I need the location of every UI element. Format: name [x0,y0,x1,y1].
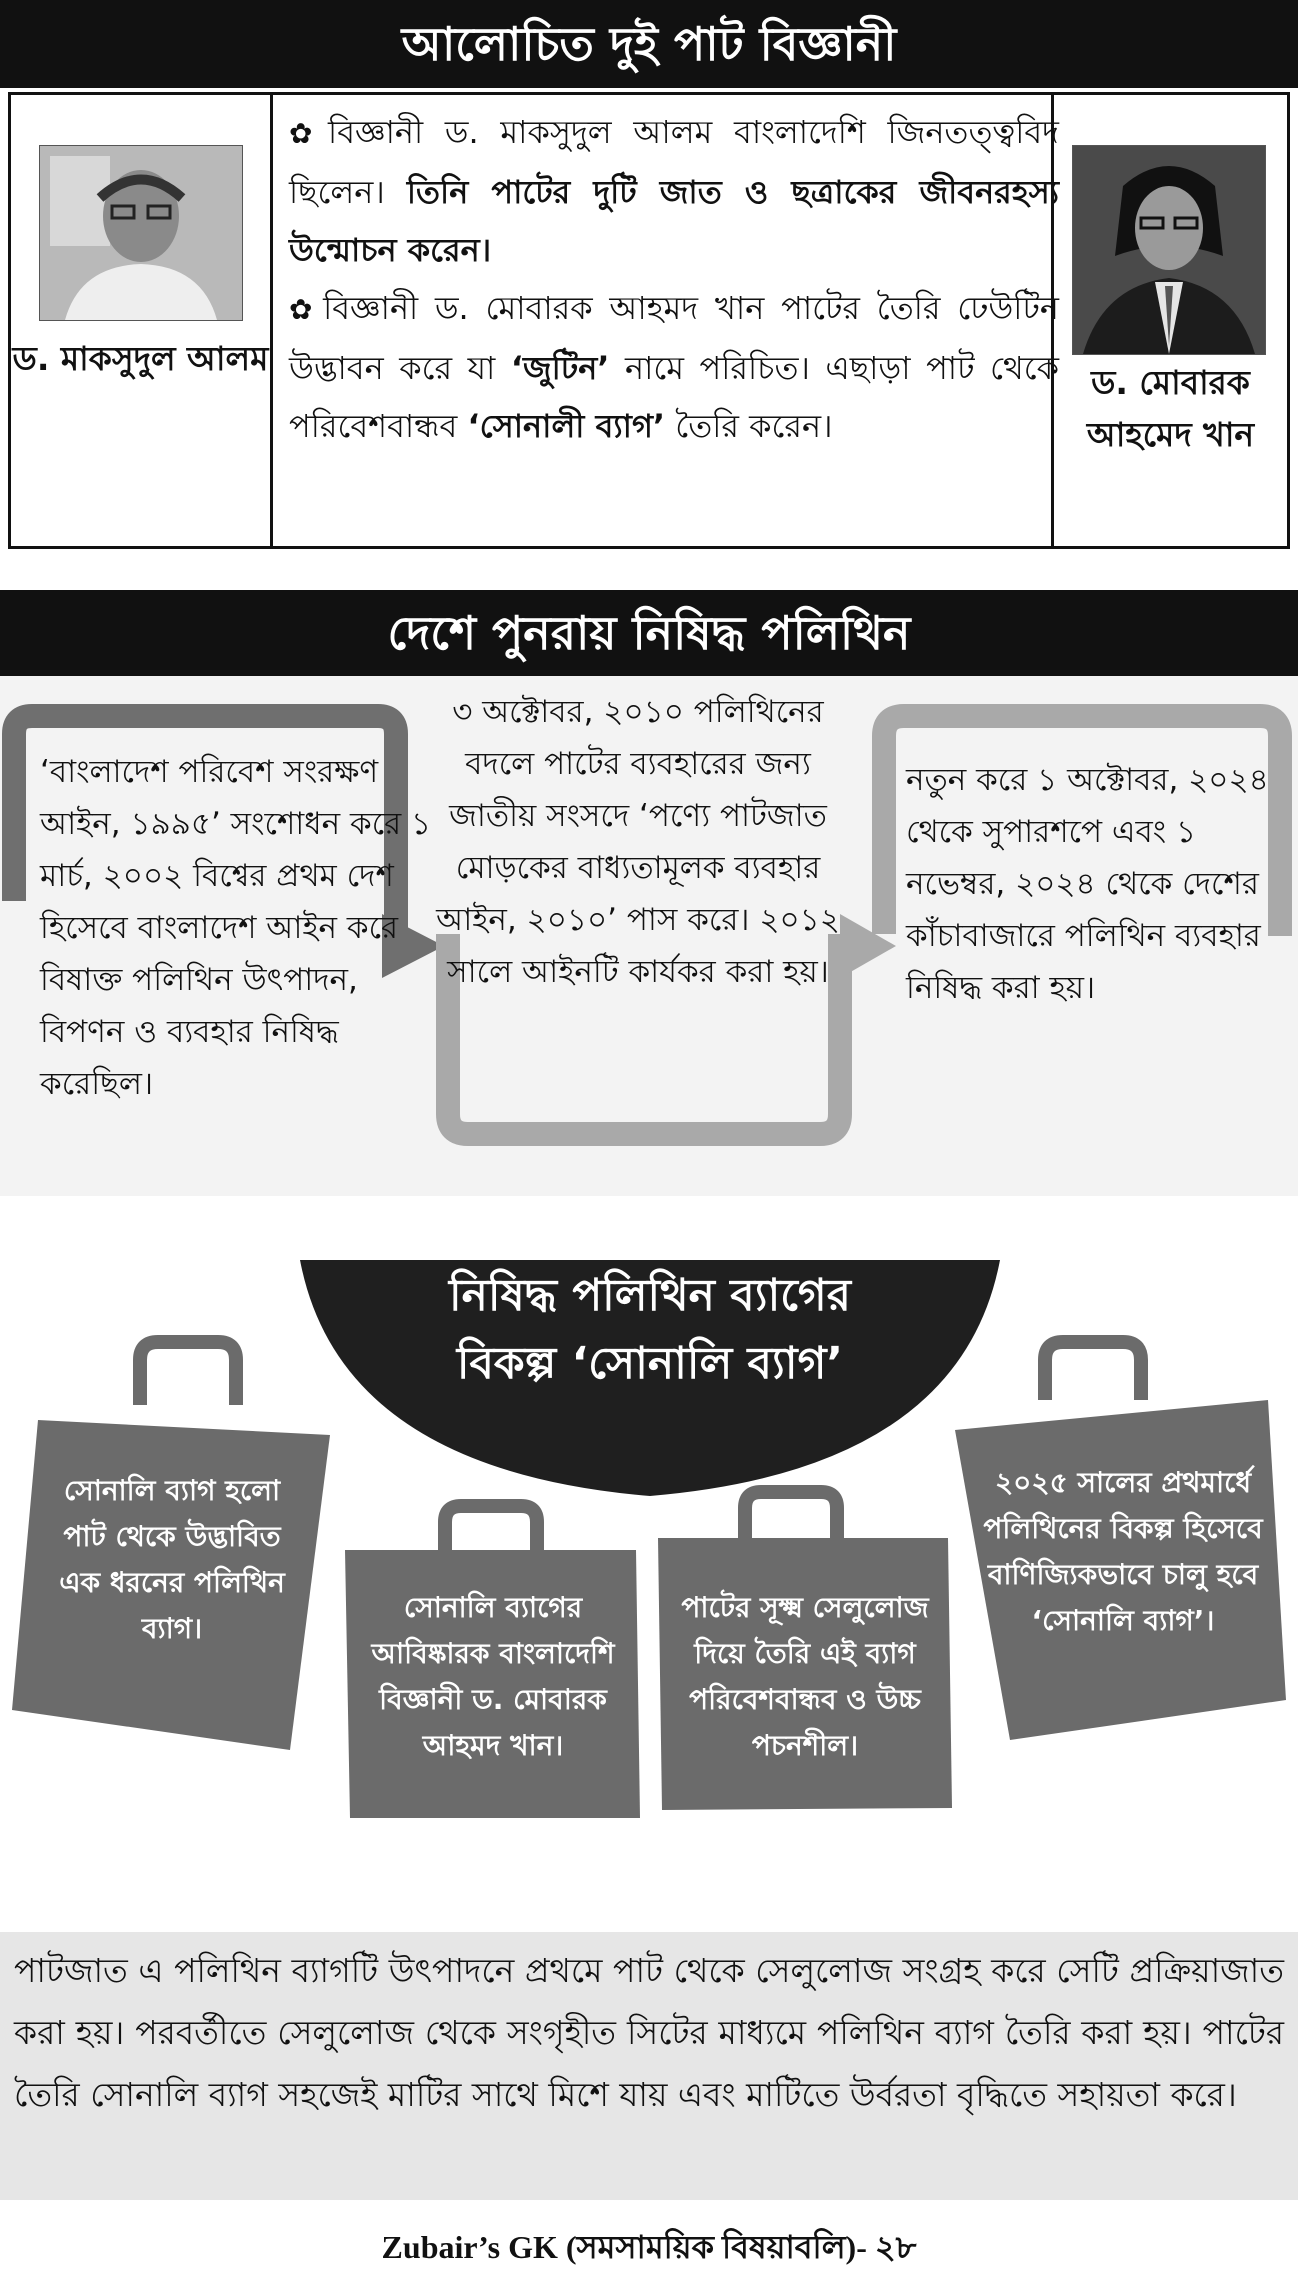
right-scientist-column [1051,95,1287,546]
bullet2-part-e: তৈরি করেন। [675,407,833,445]
timeline-step-1: ‘বাংলাদেশ পরিবেশ সংরক্ষণ আইন, ১৯৯৫’ সংশোধন করে ১ মার্চ, ২০০২ বিশ্বের প্রথম দেশ হিসেবে বাংলাদেশ আইন করে বিষাক্ত পলিথিন উৎপাদন, বিপণন ও ব্যবহার নিষিদ্ধ করেছিল। [40,754,432,1102]
bag-2-text: সোনালি ব্যাগের আবিষ্কারক বাংলাদেশি বিজ্ঞানী ড. মোবারক আহমদ খান। [371,1591,615,1762]
scientist-photo-maksudul [39,145,243,321]
bag-3-handle [745,1492,837,1544]
bullet1-plain: বিজ্ঞানী ড. মাকসুদুল আলম বাংলাদেশি জিনতত্ত্ববিদ ছিলেন। [289,113,1059,211]
bullet2-part-a: বিজ্ঞানী ড. মোবারক আহমদ খান পাটের তৈরি ঢেউটিন উদ্ভাবন করে যা [289,289,1059,387]
bullet1-bold: তিনি পাটের দুটি জাত ও ছত্রাকের জীবনরহস্য উন্মোচন করেন। [289,173,1059,269]
page-footer: Zubair’s GK (সমসাময়িক বিষয়াবলি)- ২৮ [381,2229,917,2265]
bag-1-text: সোনালি ব্যাগ হলো পাট থেকে উদ্ভাবিত এক ধরনের পলিথিন ব্যাগ। [59,1474,285,1645]
bullet2-part-c: নামে পরিচিত। এছাড়া পাট থেকে পরিবেশবান্ধব [289,349,1060,445]
bullet2-sonali-bag: ‘সোনালী ব্যাগ’ [467,407,666,445]
ban-timeline [0,676,1298,1196]
scientists-text [289,103,1059,455]
flower-bullet-icon: ✿ [289,117,325,150]
scientists-box [8,92,1290,549]
timeline-step-3: নতুন করে ১ অক্টোবর, ২০২৪ থেকে সুপারশপে এবং ১ নভেম্বর, ২০২৪ থেকে দেশের কাঁচাবাজারে পলিথিন ব্যবহার নিষিদ্ধ করা হয়। [906,762,1269,1006]
bag-1-handle [140,1342,236,1405]
bullet-mobarak [289,279,1059,455]
section-title-polythene-ban: দেশে পুনরায় নিষিদ্ধ পলিথিন [0,590,1298,676]
dome-title [320,1262,980,1398]
scientist-photo-mobarak [1072,145,1266,355]
left-scientist-column [11,95,273,546]
bullet-maksudul [289,103,1059,279]
left-caption: ড. মাকসুদুল আলম [12,339,269,378]
section-title-scientists: আলোচিত দুই পাট বিজ্ঞানী [0,0,1298,88]
dome-title-line-1: নিষিদ্ধ পলিথিন ব্যাগের [449,1270,851,1321]
flower-bullet-icon: ✿ [289,293,320,326]
right-caption: ড. মোবারক আহমেদ খান [1086,363,1255,454]
bag-4-handle [1045,1342,1141,1400]
bullet2-jutin: ‘জুটিন’ [510,349,610,387]
dome-title-line-2: বিকল্প ‘সোনালি ব্যাগ’ [456,1338,844,1389]
bag-4-text: ২০২৫ সালের প্রথমার্ধে পলিথিনের বিকল্প হিসেবে বাণিজ্যিকভাবে চালু হবে ‘সোনালি ব্যাগ’। [983,1466,1263,1637]
timeline-step-2: ৩ অক্টোবর, ২০১০ পলিথিনের বদলে পাটের ব্যবহারের জন্য জাতীয় সংসদে ‘পণ্যে পাটজাত মোড়কের বাধ্যতামূলক ব্যবহার আইন, ২০১০’ পাস করে। ২০১২ সালে আইনটি কার্যকর করা হয়। [436,694,840,990]
bag-3-text: পাটের সূক্ষ্ম সেলুলোজ দিয়ে তৈরি এই ব্যাগ পরিবেশবান্ধব ও উচ্চ পচনশীল। [681,1591,929,1762]
summary-paragraph: পাটজাত এ পলিথিন ব্যাগটি উৎপাদনে প্রথমে পাট থেকে সেলুলোজ সংগ্রহ করে সেটি প্রক্রিয়াজাত করা হয়। পরবর্তীতে সেলুলোজ থেকে সংগৃহীত সিটের মাধ্যমে পলিথিন ব্যাগ তৈরি করা হয়। পাটের তৈরি সোনালি ব্যাগ সহজেই মাটির সাথে মিশে যায় এবং মাটিতে উর্বরতা বৃদ্ধিতে সহায়তা করে। [0,1932,1298,2200]
